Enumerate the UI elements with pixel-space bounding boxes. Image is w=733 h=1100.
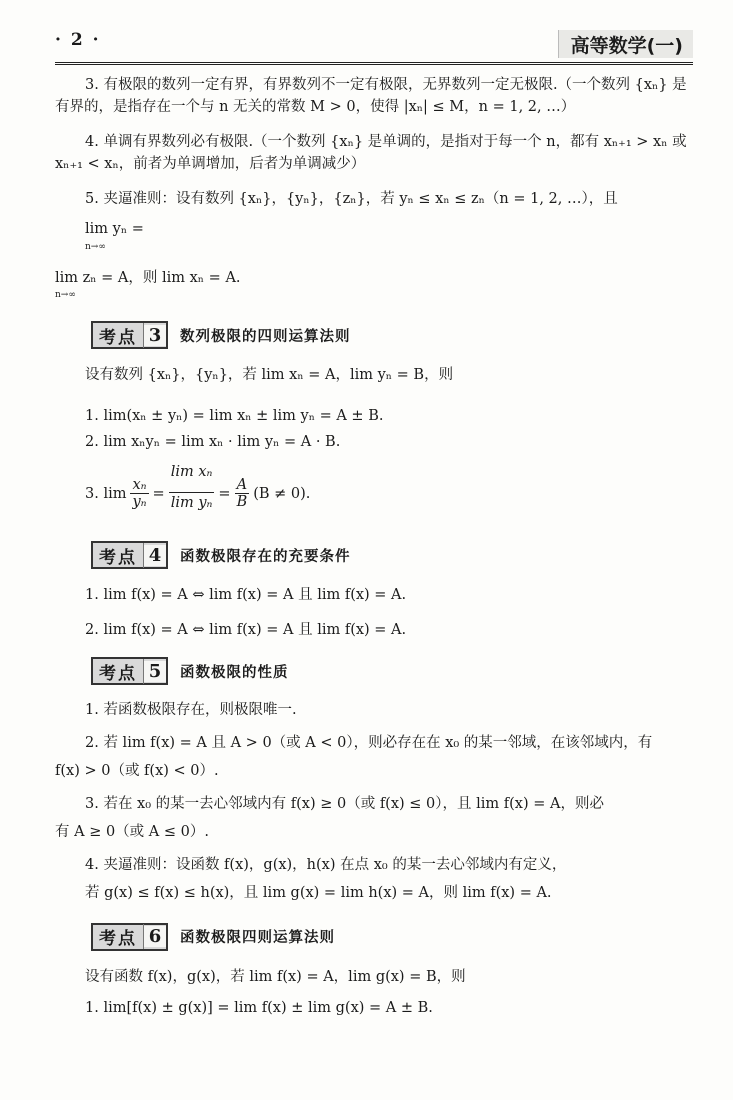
section-heading-4 [91, 541, 700, 569]
section-heading-5 [91, 657, 700, 685]
section-heading-3 [91, 321, 700, 349]
kaodian-badge [91, 541, 168, 569]
page-number: · 2 · [55, 30, 101, 50]
quotient-lim: 3. lim [85, 485, 127, 502]
paragraph-squeeze-sequence [55, 188, 700, 255]
section-5-body [55, 699, 700, 904]
func-ops-sum-text: 1. lim[f(x) ± g(x)] = lim f(x) ± lim g(x) = A ± B. [85, 999, 433, 1016]
kaodian-number: 5 [144, 661, 166, 682]
seq-rule-sum [85, 408, 700, 424]
fraction-numerator: xₙ [130, 477, 148, 494]
kaodian-badge [91, 923, 168, 951]
book-title: 高等数学(一) [558, 30, 693, 58]
section-title: 函数极限的性质 [180, 664, 289, 681]
kaodian-label: 考点 [93, 543, 144, 568]
lim-sub: n→∞ [55, 290, 76, 301]
func-ops-intro [85, 965, 700, 986]
section-title: 函数极限四则运算法则 [180, 930, 335, 947]
kaodian-number: 4 [144, 545, 166, 566]
seq-rule-product-text: 2. lim xₙyₙ = lim xₙ · lim yₙ = A · B. [85, 434, 341, 451]
fraction-xn-yn [130, 477, 148, 510]
func-cond-point [85, 618, 700, 639]
condition-text: (B ≠ 0). [253, 485, 311, 502]
seq-rule-product [85, 434, 700, 450]
section-title: 函数极限存在的充要条件 [180, 548, 351, 565]
seq-intro [85, 363, 700, 398]
property-squeeze-b: 若 g(x) ≤ f(x) ≤ h(x)，且 lim g(x) = lim h(x) = A，则 lim f(x) = A. [85, 885, 552, 902]
seq-intro-text: 设有数列 {xₙ}，{yₙ}，若 lim xₙ = A，lim yₙ = B，则 [85, 367, 454, 384]
fraction-denominator: lim yₙ [170, 495, 213, 512]
kaodian-label: 考点 [93, 659, 144, 684]
section-6-body [85, 965, 700, 1016]
fraction-a-b [235, 477, 250, 510]
page-header [55, 26, 693, 65]
section-3-body [85, 363, 700, 523]
kaodian-badge [91, 321, 168, 349]
lim-zn-expr: lim zₙ = A，则 lim xₙ = A. [55, 269, 241, 286]
seq-rule-quotient [85, 464, 700, 523]
kaodian-badge [91, 657, 168, 685]
kaodian-number: 6 [144, 926, 166, 947]
property-squeeze-a: 4. 夹逼准则：设函数 f(x)，g(x)，h(x) 在点 x₀ 的某一去心邻域内有定义， [85, 856, 567, 873]
fraction-numerator: A [235, 477, 250, 494]
lim-yn-expr: lim yₙ = [85, 221, 144, 238]
kaodian-number: 3 [144, 325, 166, 346]
section-heading-6 [91, 923, 700, 951]
func-ops-sum [85, 1000, 700, 1016]
equals-sign: = [218, 485, 231, 502]
squeeze-text: 5. 夹逼准则：设有数列 {xₙ}，{yₙ}，{zₙ}，若 yₙ ≤ xₙ ≤ zₙ（n = 1, 2, …），且 [85, 190, 618, 207]
lim-zn [55, 267, 241, 303]
fraction-denominator: yₙ [132, 494, 147, 511]
seq-rule-sum-text: 1. lim(xₙ ± yₙ) = lim xₙ ± lim yₙ = A ± B. [85, 408, 384, 425]
fraction-denominator: B [236, 494, 248, 511]
func-cond-infinity-text: 1. lim f(x) = A ⇔ lim f(x) = A 且 lim f(x) = A. [85, 587, 407, 604]
kaodian-label: 考点 [93, 323, 144, 348]
equals-sign: = [152, 485, 165, 502]
page-content [55, 70, 700, 1016]
lim-sub: n→∞ [85, 241, 106, 252]
property-uniqueness: 1. 若函数极限存在，则极限唯一. [85, 702, 297, 719]
property-limit-sign-a: 3. 若在 x₀ 的某一去心邻域内有 f(x) ≥ 0（或 f(x) ≤ 0），且 lim f(x) = A，则必 [85, 795, 604, 812]
section-title: 数列极限的四则运算法则 [180, 328, 351, 345]
property-limit-sign-b: 有 A ≥ 0（或 A ≤ 0）. [55, 824, 209, 841]
fraction-numerator: lim xₙ [169, 464, 215, 493]
func-cond-point-text: 2. lim f(x) = A ⇔ lim f(x) = A 且 lim f(x) = A. [85, 622, 407, 639]
paragraph-squeeze-result [55, 259, 700, 303]
kaodian-label: 考点 [93, 924, 144, 949]
func-ops-intro-text: 设有函数 f(x)，g(x)，若 lim f(x) = A，lim g(x) = B，则 [85, 968, 466, 985]
property-sign-a: 2. 若 lim f(x) = A 且 A > 0（或 A < 0），则必存在在 x₀ 的某一邻域，在该邻域内，有 [85, 734, 653, 751]
lim-yn [55, 218, 144, 254]
section-4-body [85, 583, 700, 639]
func-cond-infinity [85, 583, 700, 604]
fraction-lim-ratio [169, 464, 215, 523]
paragraph-monotone-sequence: 4. 单调有界数列必有极限.（一个数列 {xₙ} 是单调的，是指对于每一个 n，都有 xₙ₊₁ > xₙ 或 xₙ₊₁ < xₙ，前者为单调增加，后者为单调减少） [55, 133, 687, 173]
paragraph-bounded-sequence: 3. 有极限的数列一定有界，有界数列不一定有极限，无界数列一定无极限.（一个数列 {xₙ} 是有界的，是指存在一个与 n 无关的常数 M > 0，使得 |xₙ| ≤ M，n = 1, 2, …） [55, 77, 687, 116]
property-sign-b: f(x) > 0（或 f(x) < 0）. [55, 763, 219, 780]
